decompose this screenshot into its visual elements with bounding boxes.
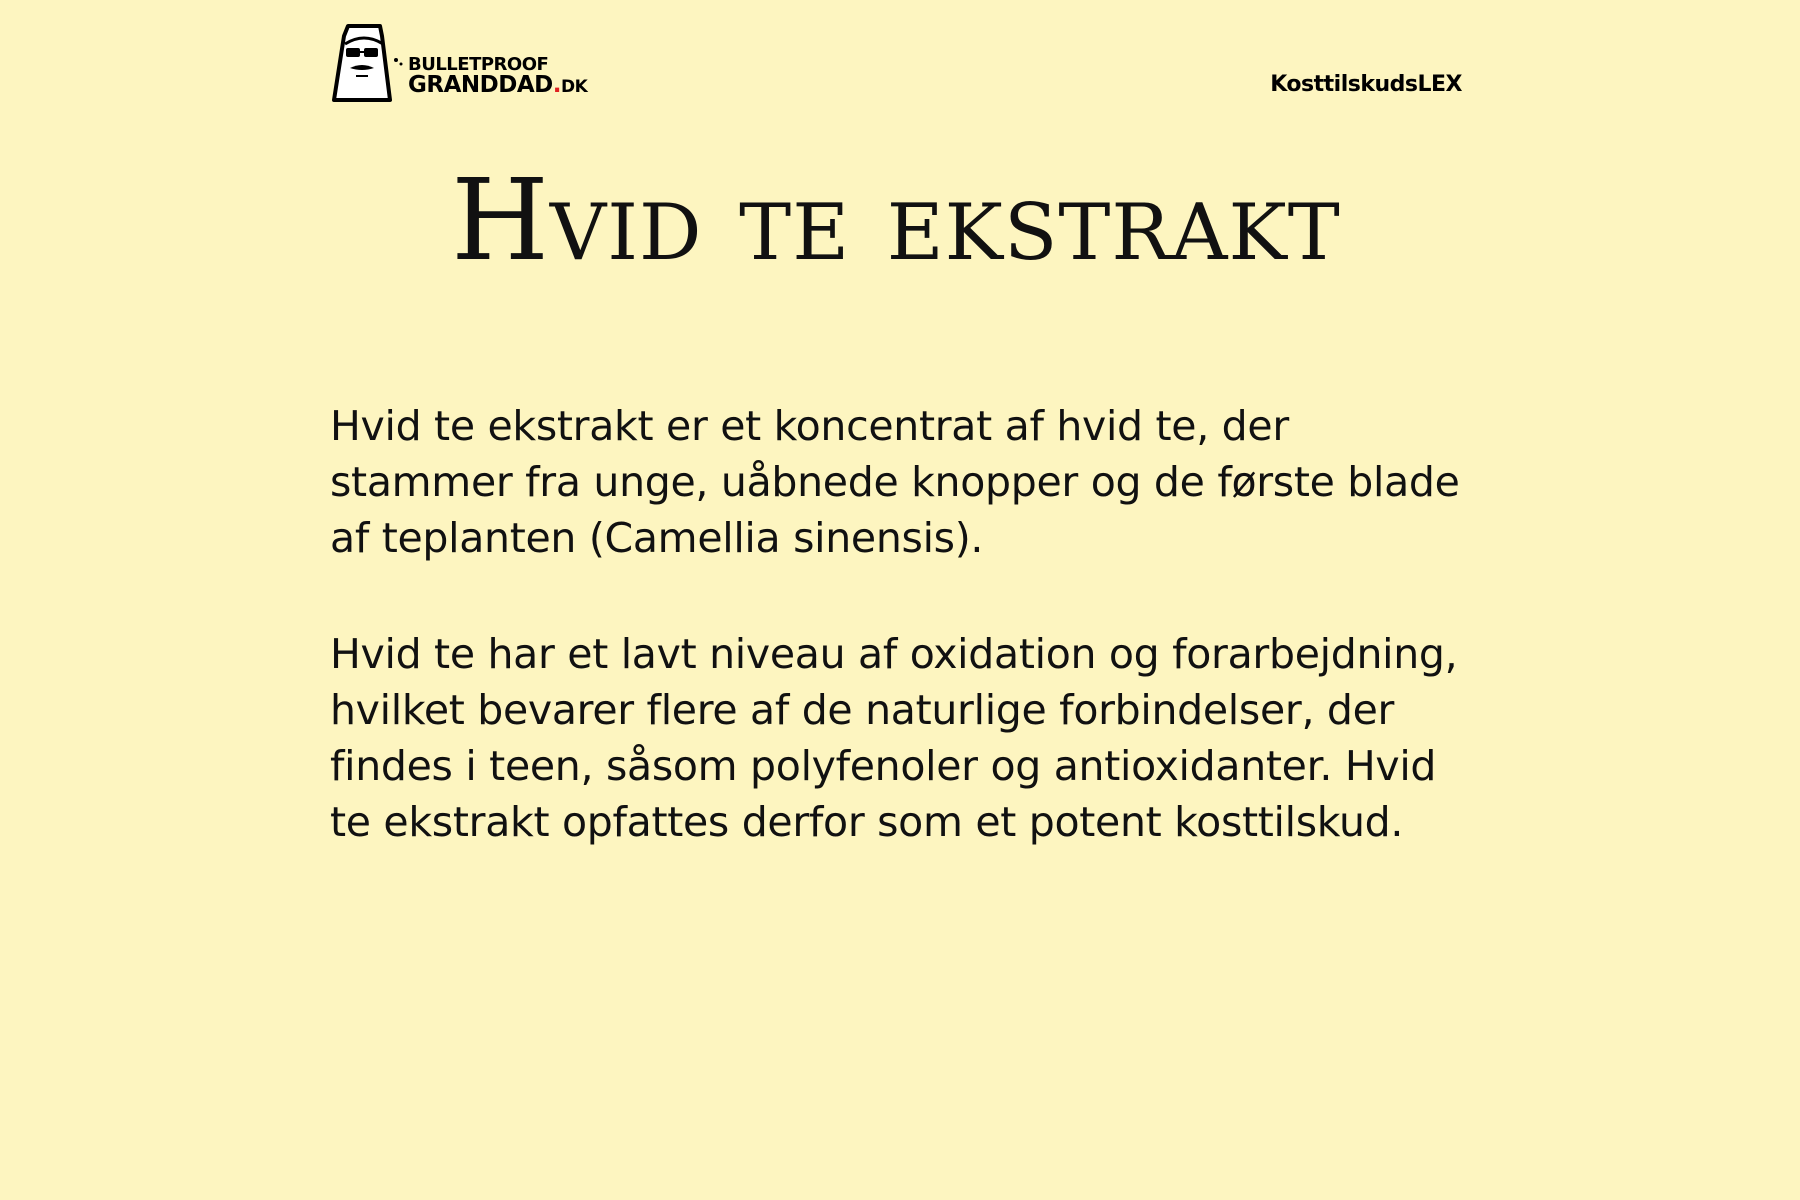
logo-line1: BULLETPROOF: [408, 54, 549, 75]
page-title: Hvid te ekstrakt: [451, 156, 1341, 286]
page: [330, 0, 1462, 1200]
logo-tld: DK: [560, 77, 588, 97]
article-paragraph: Hvid te ekstrakt er et koncentrat af hvid te, der stammer fra unge, uåbnede knopper og de første blade af teplanten (Camellia sinensis).: [330, 402, 1460, 562]
logo-line2-name: GRANDDAD: [408, 72, 553, 98]
site-header: [330, 22, 1462, 104]
site-logo[interactable]: [330, 22, 630, 104]
granddad-mascot-icon: [330, 22, 408, 104]
logo-line2: [408, 74, 587, 97]
article-paragraph: Hvid te har et lavt niveau af oxidation og forarbejdning, hvilket bevarer flere af de naturlige forbindelser, der findes i teen, såsom polyfenoler og antioxidanter. Hvid te ekstrakt opfattes derfor som et potent kosttilskud.: [330, 630, 1458, 846]
article-body: [330, 398, 1462, 910]
logo-wordmark: [408, 56, 587, 97]
nav-link-kosttilskudslex[interactable]: KosttilskudsLEX: [1270, 72, 1462, 97]
logo-dot: .: [552, 72, 561, 98]
